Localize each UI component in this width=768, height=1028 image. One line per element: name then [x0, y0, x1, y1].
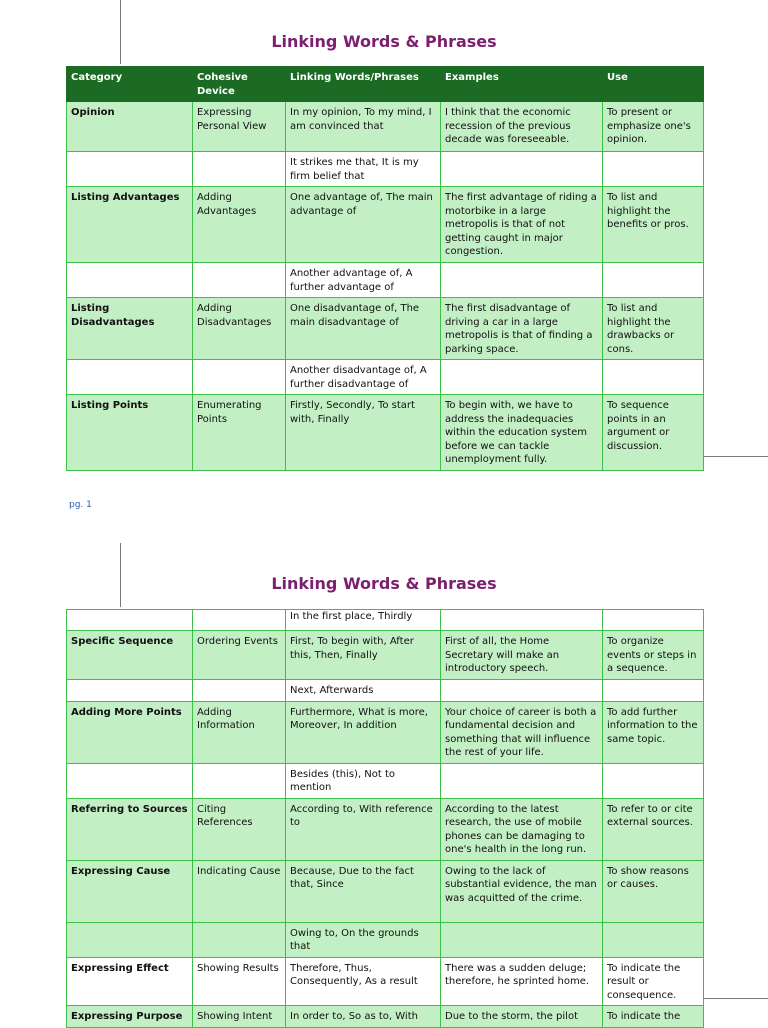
cell-use: To add further information to the same topic. — [603, 701, 704, 763]
crop-line — [703, 998, 768, 999]
cell-use: To present or emphasize one's opinion. — [603, 102, 704, 152]
cell-device: Citing References — [193, 798, 286, 860]
cell-category — [67, 922, 193, 957]
cell-device: Expressing Personal View — [193, 102, 286, 152]
cell-device — [193, 763, 286, 798]
cell-use: To indicate the result or consequence. — [603, 957, 704, 1006]
cell-use: To list and highlight the drawbacks or cons. — [603, 298, 704, 360]
header-linking-words: Linking Words/Phrases — [286, 67, 441, 102]
cell-phrases: Furthermore, What is more, Moreover, In addition — [286, 701, 441, 763]
cell-category — [67, 263, 193, 298]
cell-device — [193, 680, 286, 702]
linking-words-table — [66, 66, 704, 471]
cell-phrases: First, To begin with, After this, Then, Finally — [286, 631, 441, 680]
cell-use: To refer to or cite external sources. — [603, 798, 704, 860]
table-row — [67, 680, 704, 702]
cell-device: Enumerating Points — [193, 395, 286, 471]
cell-category: Listing Points — [67, 395, 193, 471]
table-row — [67, 763, 704, 798]
page-title: Linking Words & Phrases — [271, 574, 497, 593]
document-page-2 — [0, 543, 768, 1024]
table-row — [67, 298, 704, 360]
cell-device — [193, 152, 286, 187]
cell-category: Specific Sequence — [67, 631, 193, 680]
cell-phrases: Because, Due to the fact that, Since — [286, 860, 441, 922]
cell-example — [441, 263, 603, 298]
cell-example: I think that the economic recession of the previous decade was foreseeable. — [441, 102, 603, 152]
table-row — [67, 860, 704, 922]
cell-use — [603, 922, 704, 957]
cell-example: The first disadvantage of driving a car in a large metropolis is that of finding a parking space. — [441, 298, 603, 360]
cell-phrases: It strikes me that, It is my firm belief that — [286, 152, 441, 187]
cell-example: Due to the storm, the pilot — [441, 1006, 603, 1028]
cell-phrases: In the first place, Thirdly — [286, 610, 441, 631]
cell-example — [441, 922, 603, 957]
cell-device — [193, 922, 286, 957]
cell-device — [193, 263, 286, 298]
cell-device: Adding Disadvantages — [193, 298, 286, 360]
cell-device — [193, 610, 286, 631]
table-row — [67, 610, 704, 631]
header-category: Category — [67, 67, 193, 102]
table-row — [67, 360, 704, 395]
cell-example: There was a sudden deluge; therefore, he sprinted home. — [441, 957, 603, 1006]
cell-device: Showing Results — [193, 957, 286, 1006]
cell-category — [67, 680, 193, 702]
cell-example — [441, 680, 603, 702]
cell-device: Indicating Cause — [193, 860, 286, 922]
table-row — [67, 395, 704, 471]
cell-example: Your choice of career is both a fundamental decision and something that will influence the rest of your life. — [441, 701, 603, 763]
cell-category: Listing Disadvantages — [67, 298, 193, 360]
cell-use — [603, 152, 704, 187]
cell-device: Ordering Events — [193, 631, 286, 680]
cell-phrases: One disadvantage of, The main disadvantage of — [286, 298, 441, 360]
table-row — [67, 957, 704, 1006]
cell-category — [67, 610, 193, 631]
cell-use: To show reasons or causes. — [603, 860, 704, 922]
cell-phrases: In order to, So as to, With — [286, 1006, 441, 1028]
cell-use: To list and highlight the benefits or pros. — [603, 187, 704, 263]
cell-example — [441, 763, 603, 798]
cell-phrases: Next, Afterwards — [286, 680, 441, 702]
table-row — [67, 701, 704, 763]
cell-category: Expressing Effect — [67, 957, 193, 1006]
cell-phrases: Owing to, On the grounds that — [286, 922, 441, 957]
table-header-row — [67, 67, 704, 102]
page-number: pg. 1 — [69, 500, 92, 510]
cell-category: Expressing Cause — [67, 860, 193, 922]
cell-example: The first advantage of riding a motorbike in a large metropolis is that of not getting caught in major congestion. — [441, 187, 603, 263]
cell-category: Expressing Purpose — [67, 1006, 193, 1028]
table-row — [67, 798, 704, 860]
cell-phrases: In my opinion, To my mind, I am convinced that — [286, 102, 441, 152]
cell-example — [441, 610, 603, 631]
cell-use — [603, 763, 704, 798]
table-row — [67, 922, 704, 957]
cell-category: Referring to Sources — [67, 798, 193, 860]
cell-phrases: Another advantage of, A further advantage of — [286, 263, 441, 298]
cell-phrases: Firstly, Secondly, To start with, Finally — [286, 395, 441, 471]
page-title: Linking Words & Phrases — [271, 32, 497, 51]
cell-phrases: According to, With reference to — [286, 798, 441, 860]
cell-category — [67, 360, 193, 395]
cell-use — [603, 610, 704, 631]
table-row — [67, 152, 704, 187]
cell-device: Adding Advantages — [193, 187, 286, 263]
cell-example: To begin with, we have to address the inadequacies within the education system before we can tackle unemployment fully. — [441, 395, 603, 471]
cell-phrases: Therefore, Thus, Consequently, As a result — [286, 957, 441, 1006]
cell-use — [603, 263, 704, 298]
cell-category: Adding More Points — [67, 701, 193, 763]
cell-use: To organize events or steps in a sequence. — [603, 631, 704, 680]
cell-example: According to the latest research, the use of mobile phones can be damaging to one's health in the long run. — [441, 798, 603, 860]
cell-phrases: Another disadvantage of, A further disadvantage of — [286, 360, 441, 395]
cell-example — [441, 152, 603, 187]
cell-example — [441, 360, 603, 395]
table-row — [67, 102, 704, 152]
cell-device: Adding Information — [193, 701, 286, 763]
cell-use: To sequence points in an argument or discussion. — [603, 395, 704, 471]
cell-phrases: One advantage of, The main advantage of — [286, 187, 441, 263]
cell-example: First of all, the Home Secretary will make an introductory speech. — [441, 631, 603, 680]
cell-category: Opinion — [67, 102, 193, 152]
table-row — [67, 263, 704, 298]
table-row — [67, 187, 704, 263]
cell-phrases: Besides (this), Not to mention — [286, 763, 441, 798]
linking-words-table — [66, 609, 704, 1028]
cell-device — [193, 360, 286, 395]
cell-category — [67, 152, 193, 187]
cell-use: To indicate the — [603, 1006, 704, 1028]
header-cohesive-device: Cohesive Device — [193, 67, 286, 102]
crop-line — [703, 456, 768, 457]
cell-device: Showing Intent — [193, 1006, 286, 1028]
cell-use — [603, 360, 704, 395]
cell-use — [603, 680, 704, 702]
cell-example: Owing to the lack of substantial evidence, the man was acquitted of the crime. — [441, 860, 603, 922]
header-use: Use — [603, 67, 704, 102]
cell-category — [67, 763, 193, 798]
table-row — [67, 631, 704, 680]
cell-category: Listing Advantages — [67, 187, 193, 263]
header-examples: Examples — [441, 67, 603, 102]
